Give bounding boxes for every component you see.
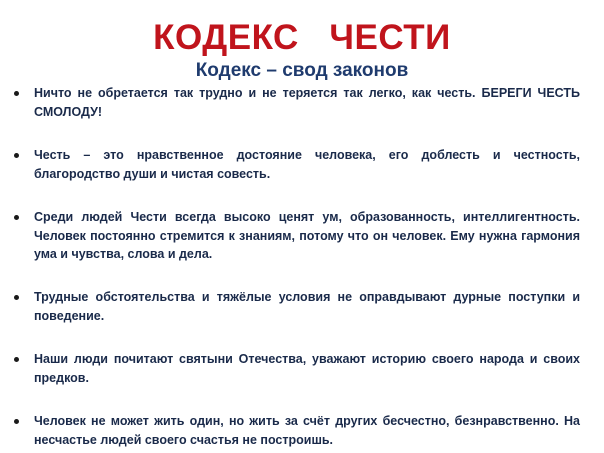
bullet-icon xyxy=(14,91,19,96)
page-title: КОДЕКС ЧЕСТИ xyxy=(153,18,451,57)
list-item xyxy=(14,350,580,387)
bullet-icon xyxy=(14,419,19,424)
bullet-icon xyxy=(14,295,19,300)
bullet-icon xyxy=(14,215,19,220)
list-item-text: Трудные обстоятельства и тяжёлые условия не оправдывают дурные поступки и поведение. xyxy=(34,290,580,323)
list-item xyxy=(14,84,580,121)
bullet-icon xyxy=(14,153,19,158)
list-item-text: Наши люди почитают святыни Отечества, уважают историю своего народа и своих предков. xyxy=(34,352,580,385)
list-item xyxy=(14,288,580,325)
list-item-text: Человек не может жить один, но жить за счёт других бесчестно, безнравственно. На несчастье людей своего счастья не построишь. xyxy=(34,414,580,447)
list-item-text: Среди людей Чести всегда высоко ценят ум, образованность, интеллигентность. Человек постоянно стремится к знаниям, потому что он человек. Ему нужна гармония ума и чувства, слова и дела. xyxy=(34,210,580,261)
list-item-text: Честь – это нравственное достояние человека, его доблесть и честность, благородство души и чистая совесть. xyxy=(34,148,580,181)
list-item xyxy=(14,146,580,183)
bullet-icon xyxy=(14,357,19,362)
page-subtitle: Кодекс – свод законов xyxy=(195,60,409,81)
list-item-text: Ничто не обретается так трудно и не теряется так легко, как честь. БЕРЕГИ ЧЕСТЬ СМОЛОДУ! xyxy=(34,86,580,119)
list-item xyxy=(14,412,580,449)
list-item xyxy=(14,208,580,264)
